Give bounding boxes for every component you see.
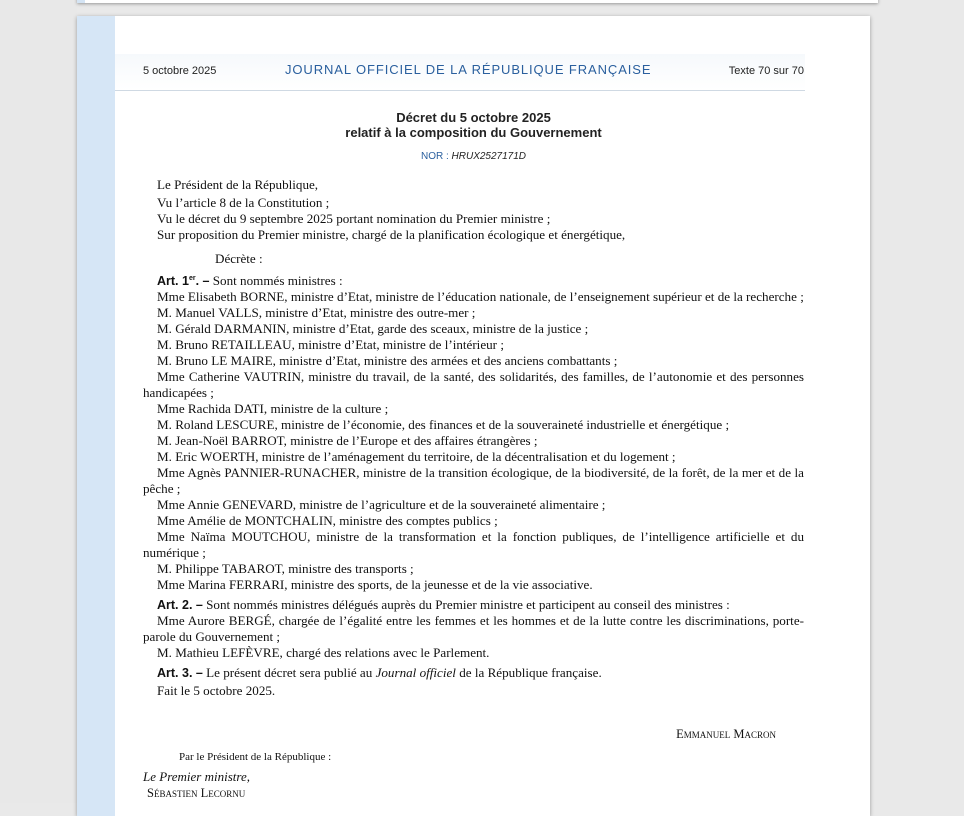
minister-delegate-entry: Mme Aurore BERGÉ, chargée de l’égalité entre les femmes et les hommes et de la lutte contre les discriminations, porte-parole du Gouvernement ; xyxy=(143,613,804,645)
minister-entry: M. Philippe TABAROT, ministre des transports ; xyxy=(157,561,414,577)
header-date: 5 octobre 2025 xyxy=(143,65,217,77)
minister-delegate-entry: M. Mathieu LEFÈVRE, chargé des relations avec le Parlement. xyxy=(157,645,490,661)
signature-president: Emmanuel Macron xyxy=(676,727,776,741)
minister-entry: Mme Annie GENEVARD, ministre de l’agriculture et de la souveraineté alimentaire ; xyxy=(157,497,606,513)
article-2-intro: Sont nommés ministres délégués auprès du Premier ministre et participent au conseil des ministres : xyxy=(206,597,730,613)
decree-title-line2: relatif à la composition du Gouvernement xyxy=(345,125,602,140)
minister-entry: M. Bruno RETAILLEAU, ministre d’Etat, ministre de l’intérieur ; xyxy=(157,337,504,353)
minister-entry: M. Roland LESCURE, ministre de l’économie, des finances et de la souveraineté industrielle et énergétique ; xyxy=(157,417,730,433)
preamble-line: Sur proposition du Premier ministre, chargé de la planification écologique et énergétique, xyxy=(157,227,626,242)
minister-entry: M. Jean-Noël BARROT, ministre de l’Europe et des affaires étrangères ; xyxy=(157,433,538,449)
minister-entry: Mme Elisabeth BORNE, ministre d’Etat, ministre de l’éducation nationale, de l’enseignement supérieur et de la recherche ; xyxy=(157,289,804,305)
minister-entry: Mme Agnès PANNIER-RUNACHER, ministre de la transition écologique, de la biodiversité, de la forêt, de la mer et de la pêche ; xyxy=(143,465,804,497)
nor-code: HRUX2527171D xyxy=(451,151,527,162)
prime-minister-role: Le Premier ministre, xyxy=(143,769,250,784)
nor-label: NOR : xyxy=(420,151,452,162)
prime-minister-name: Sébastien Lecornu xyxy=(147,786,246,800)
article-2-heading xyxy=(143,597,804,613)
article-3: Art. 3. – Le présent décret sera publié au Journal officiel de la République française. xyxy=(157,665,602,681)
preamble-line: Vu l’article 8 de la Constitution ; xyxy=(157,195,330,210)
preamble-line: Le Président de la République, xyxy=(157,177,319,192)
minister-entry: M. Gérald DARMANIN, ministre d’Etat, garde des sceaux, ministre de la justice ; xyxy=(157,321,589,337)
article-1-heading xyxy=(143,271,804,289)
fait-le: Fait le 5 octobre 2025. xyxy=(157,683,276,699)
minister-entry: Mme Marina FERRARI, ministre des sports, de la jeunesse et de la vie associative. xyxy=(157,577,593,593)
minister-entry: M. Bruno LE MAIRE, ministre d’Etat, ministre des armées et des anciens combattants ; xyxy=(157,353,618,369)
decree-title-line1: Décret du 5 octobre 2025 xyxy=(396,110,551,125)
par-le-president: Par le Président de la République : xyxy=(179,751,332,763)
decrete: Décrète : xyxy=(215,251,263,266)
journal-title: JOURNAL OFFICIEL DE LA RÉPUBLIQUE FRANÇAISE xyxy=(285,62,652,77)
article-3-label: Art. 3. – xyxy=(157,666,203,681)
minister-entry: Mme Naïma MOUTCHOU, ministre de la transformation et la fonction publiques, de l’intelligence artificielle et du numérique ; xyxy=(143,529,804,561)
minister-entry: Mme Amélie de MONTCHALIN, ministre des comptes publics ; xyxy=(157,513,498,529)
minister-entry: Mme Catherine VAUTRIN, ministre du travail, de la santé, des solidarités, des familles, de l’autonomie et des personnes handicapées ; xyxy=(143,369,804,401)
minister-entry: M. Manuel VALLS, ministre d’Etat, ministre des outre-mer ; xyxy=(157,305,476,321)
journal-officiel-italic: Journal officiel xyxy=(375,665,456,681)
nor-reference xyxy=(77,149,870,164)
page-reference: Texte 70 sur 70 xyxy=(728,65,804,77)
document-page xyxy=(77,16,870,816)
previous-page-edge xyxy=(77,0,878,3)
article-1-intro: Sont nommés ministres : xyxy=(212,273,343,289)
viewer-background xyxy=(0,0,77,803)
decree-title xyxy=(77,110,870,164)
article-1-label: Art. 1er. – xyxy=(157,274,210,289)
minister-entry: Mme Rachida DATI, ministre de la culture ; xyxy=(157,401,389,417)
preamble-line: Vu le décret du 9 septembre 2025 portant nomination du Premier ministre ; xyxy=(157,211,551,226)
article-2-label: Art. 2. – xyxy=(157,598,203,613)
minister-entry: M. Eric WOERTH, ministre de l’aménagement du territoire, de la décentralisation et du logement ; xyxy=(157,449,676,465)
decree-body xyxy=(143,177,804,699)
